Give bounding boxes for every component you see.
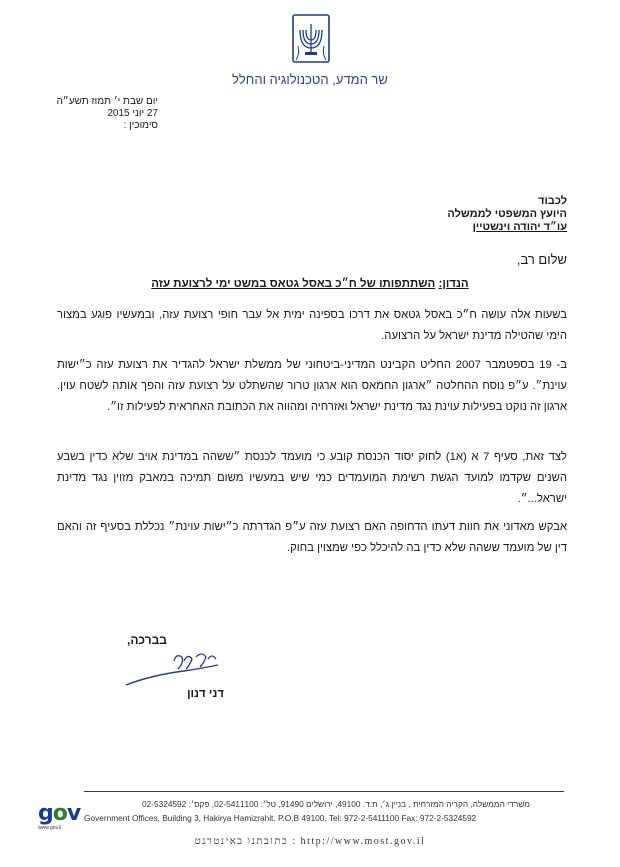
state-emblem-icon	[292, 14, 330, 66]
gov-logo-text: gov	[38, 801, 81, 826]
addressee-block	[447, 195, 567, 234]
closing: בברכה,	[126, 633, 167, 647]
footer-address-english: Government Offices, Building 3, Hakirya Hamizrahit. P.O.B 49100, Tel: 972-2-5411100 Fax: 972-2-5324592	[84, 813, 477, 823]
gov-logo-url: www.gov.il	[38, 825, 62, 831]
body-paragraph: בשעות אלה עושה ח״כ באסל גטאס את דרכו בספינה ימית אל עבר חופי רצועת עזה, ובמעשיו פוגע במצור הימי שהטילה מדינת ישראל על הרצועה.	[57, 309, 567, 342]
letter-meta	[8, 96, 158, 132]
addressee-title: היועץ המשפטי לממשלה	[447, 208, 567, 220]
body-paragraph: ב- 19 בספטמבר 2007 החליט הקבינט המדיני-ביטחוני של ממשלת ישראל להגדיר את רצועת עזה כ״ישות עוינת״. ע״פ נוסח ההחלטה ״ארגון החמאס הוא ארגון טרור שהשתלט על רצועת עזה והפך אותה לשטח עוין. ארגון זה נוקט בפעילות עוינת נגד מדינת ישראל ואזרחיה ומהווה את הכתובת האחראית לפעילות זו״.	[57, 359, 567, 413]
handwritten-signature-icon	[122, 649, 222, 691]
addressee-name: עו״ד יהודה וינשטיין	[472, 221, 567, 233]
subject-line	[0, 278, 620, 290]
body-paragraph: אבקש מאדוני את חוות דעתו הדחופה האם רצועת עזה ע״פ הגדרתה כ״ישות עוינת״ נכללת בסעיף זה והאם דין של מועמד ששהה שלא כדין בה להיכלל כפי שמצוין בחוק.	[57, 521, 567, 554]
body-paragraph: לצד זאת, סעיף 7 א (א1) לחוק יסוד הכנסת קובע כי מועמד לכנסת ״ששהה במדינת אויב שלא כדין בשבע השנים שקדמו למועד הגשת רשימת המועמדים כמי שיש במעשיו משום תמיכה במאבק מזוין נגד מדינת ישראל...״.	[57, 451, 567, 505]
hebrew-date: יום שבת י׳ תמוז תשע״ה	[56, 96, 158, 107]
signer-name: דני דנון	[187, 688, 224, 700]
footer-website: כתובתנו באינטרנט : http://www.most.gov.il	[194, 836, 426, 847]
reference-number: סימוכין :	[123, 120, 158, 131]
subject-label: הנדון:	[438, 278, 469, 290]
ministry-name: שר המדע, הטכנולוגיה והחלל	[232, 72, 388, 87]
gov-logo	[38, 801, 88, 835]
subject-text: השתתפותו של ח״כ באסל גטאס במשט ימי לרצועת עזה	[151, 278, 436, 290]
gregorian-date: 27 יוני 2015	[107, 108, 158, 119]
footer-divider	[84, 791, 564, 792]
addressee-honorific: לכבוד	[538, 195, 567, 207]
greeting: שלום רב,	[516, 252, 567, 267]
footer-address-hebrew: משרדי הממשלה, הקריה המזרחית , בניין ג׳, ת.ד. 49100, ירושלים 91490, טל׳: 02-5411100, פקס׳: 02-5324592	[141, 799, 530, 809]
